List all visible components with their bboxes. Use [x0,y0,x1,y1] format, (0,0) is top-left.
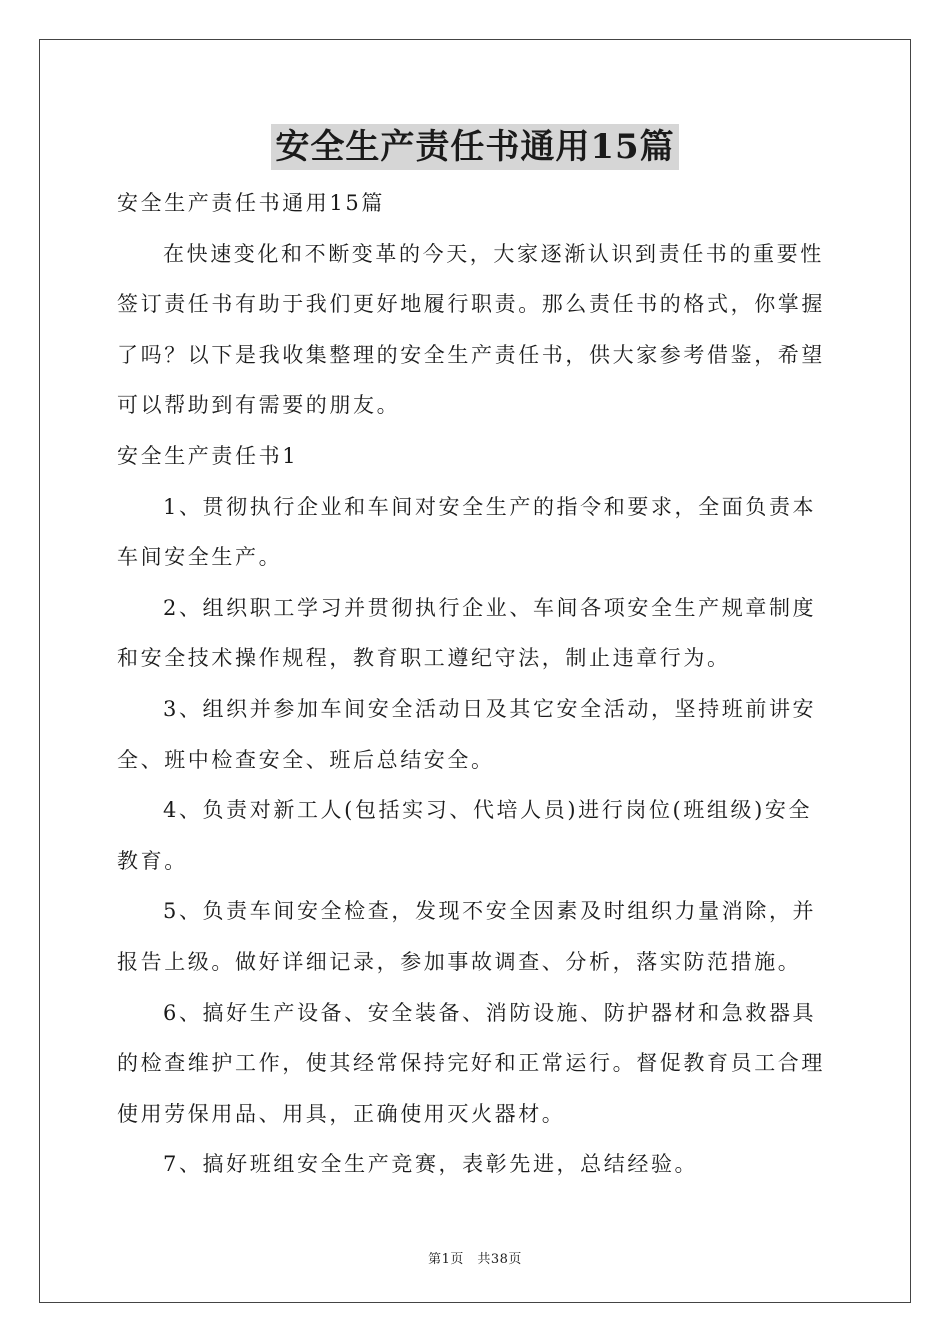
text-line: 3、组织并参加车间安全活动日及其它安全活动，坚持班前讲安 [163,696,817,721]
text-line: 和安全技术操作规程，教育职工遵纪守法，制止违章行为。 [117,646,731,671]
page-footer: 第1页 共38页 [428,1252,522,1267]
document-title: 安全生产责任书通用15篇 [271,124,678,170]
text-line: 6、搞好生产设备、安全装备、消防设施、防护器材和急救器具 [163,1000,817,1025]
text-line: 安全生产责任书通用15篇 [117,191,385,215]
text-line: 教育。 [117,848,188,873]
text-line: 1、贯彻执行企业和车间对安全生产的指令和要求，全面负责本 [163,494,817,519]
text-line: 可以帮助到有需要的朋友。 [117,393,401,418]
text-line: 使用劳保用品、用具，正确使用灭火器材。 [117,1101,566,1126]
text-line: 2、组织职工学习并贯彻执行企业、车间各项安全生产规章制度 [163,595,817,620]
text-line: 报告上级。做好详细记录，参加事故调查、分析，落实防范措施。 [117,949,802,974]
text-line: 在快速变化和不断变革的今天，大家逐渐认识到责任书的重要性 [163,241,824,266]
text-line: 安全生产责任书1 [117,443,299,468]
text-line: 的检查维护工作，使其经常保持完好和正常运行。督促教育员工合理 [117,1051,825,1076]
document-body [117,178,835,1190]
text-line: 了吗？以下是我收集整理的安全生产责任书，供大家参考借鉴，希望 [117,342,825,367]
title-container [0,124,950,170]
text-line: 5、负责车间安全检查，发现不安全因素及时组织力量消除，并 [163,899,817,924]
text-line: 车间安全生产。 [117,545,283,570]
text-line: 全、班中检查安全、班后总结安全。 [117,747,495,772]
text-line: 签订责任书有助于我们更好地履行职责。那么责任书的格式，你掌握 [117,292,825,317]
text-line: 4、负责对新工人(包括实习、代培人员)进行岗位(班组级)安全 [163,798,813,823]
text-line: 7、搞好班组安全生产竞赛，表彰先进，总结经验。 [163,1152,699,1177]
